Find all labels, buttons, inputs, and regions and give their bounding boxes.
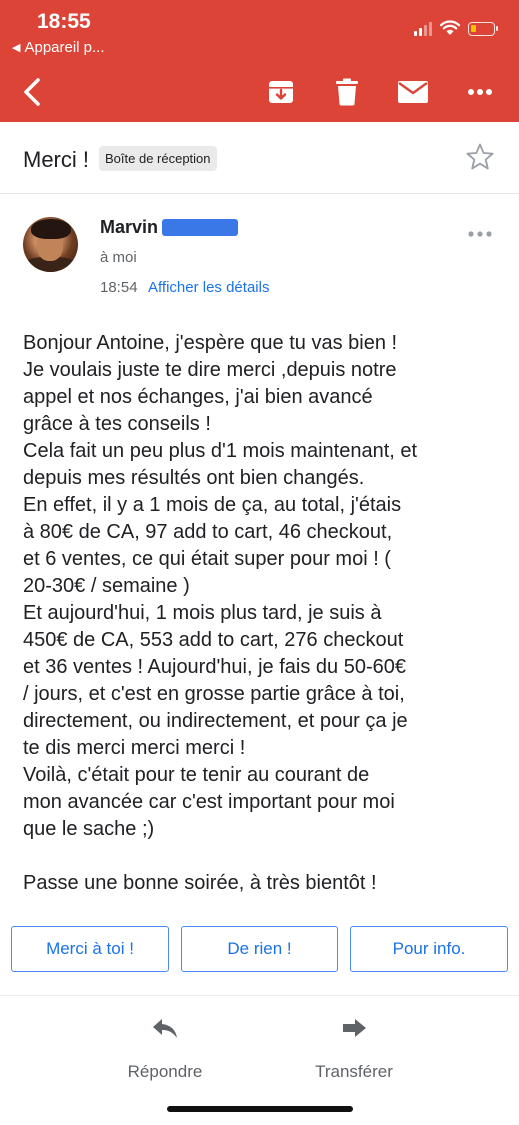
divider [0,995,519,996]
message-line: que le sache ;) [23,818,155,840]
inbox-label-chip[interactable]: Boîte de réception [99,146,217,171]
sender-name: Marvin [100,217,159,237]
message-line: et 36 ventes ! Aujourd'hui, je fais du 50-60€ [23,656,406,678]
recipient-summary: à moi [100,249,137,266]
battery-icon [468,22,495,36]
message-line: grâce à tes conseils ! [23,413,211,435]
top-app-bar [0,0,519,122]
email-subject: Merci ! [23,147,89,172]
more-horizontal-icon [467,88,493,96]
status-indicators [414,20,495,36]
more-options-button[interactable] [462,74,498,110]
mark-unread-button[interactable] [395,74,431,110]
subject-row [0,122,519,194]
home-indicator [167,1106,353,1112]
back-to-app-link[interactable] [12,39,105,56]
message-line: Cela fait un peu plus d'1 mois maintenant, et [23,440,418,462]
message-line: Bonjour Antoine, j'espère que tu vas bien ! [23,332,398,354]
chevron-left-icon [21,77,43,107]
message-line: te dis merci merci merci ! [23,737,246,759]
message-line: 450€ de CA, 553 add to cart, 276 checkout [23,629,404,651]
reply-label: Répondre [127,1062,203,1081]
sender-avatar[interactable] [23,217,78,272]
message-line: / jours, et c'est en grosse partie grâce à toi, [23,683,405,705]
smart-reply-button[interactable]: De rien ! [181,926,338,972]
star-icon[interactable] [465,142,495,172]
message-line: Passe une bonne soirée, à très bientôt ! [23,872,377,894]
message-body [23,330,498,897]
forward-button[interactable] [294,1018,414,1088]
forward-label: Transférer [315,1062,393,1081]
back-button[interactable] [14,74,50,110]
message-line: En effet, il y a 1 mois de ça, au total, j'étais [23,494,402,516]
message-more-icon[interactable] [466,224,494,244]
reply-arrow-icon [152,1018,178,1040]
cellular-signal-icon [414,22,432,36]
message-line: et 6 ventes, ce qui était super pour moi ! ( [23,548,391,570]
envelope-icon [398,81,428,103]
message-line: 20-30€ / semaine ) [23,575,190,597]
message-time: 18:54 [100,279,138,296]
message-line: Et aujourd'hui, 1 mois plus tard, je suis à [23,602,382,624]
message-line: depuis mes résultés ont bien changés. [23,467,365,489]
back-app-label: Appareil p... [24,39,105,56]
message-line: directement, ou indirectement, et pour ça je [23,710,408,732]
status-time: 18:55 [37,10,91,33]
archive-button[interactable] [263,74,299,110]
back-triangle-icon: ◀ [12,42,21,54]
show-details-link[interactable]: Afficher les détails [148,279,270,296]
smart-reply-button[interactable]: Pour info. [350,926,508,972]
redacted-surname [162,219,238,236]
trash-icon [335,78,359,106]
smart-replies [11,926,508,972]
message-line: Voilà, c'était pour te tenir au courant de [23,764,370,786]
reply-button[interactable] [105,1018,225,1088]
message-line: à 80€ de CA, 97 add to cart, 46 checkout, [23,521,393,543]
forward-arrow-icon [341,1018,367,1040]
message-line: appel et nos échanges, j'ai bien avancé [23,386,373,408]
archive-icon [267,78,295,106]
message-line: mon avancée car c'est important pour moi [23,791,395,813]
delete-button[interactable] [329,74,365,110]
wifi-icon [440,20,460,36]
message-line: Je voulais juste te dire merci ,depuis notre [23,359,397,381]
message-line [23,843,498,870]
smart-reply-button[interactable]: Merci à toi ! [11,926,169,972]
